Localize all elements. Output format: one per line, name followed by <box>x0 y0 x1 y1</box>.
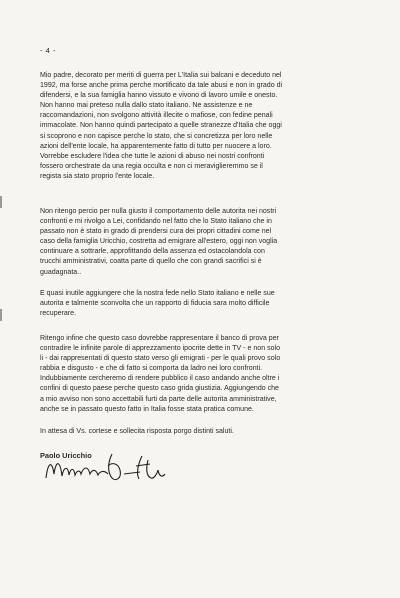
text-line: regista sia stato proprio l'ente locale. <box>40 172 155 180</box>
text-line: caso della famiglia Uricchio, costretta ad emigrare all'estero, oggi non voglia <box>40 238 278 246</box>
text-line: Ritengo infine che questo caso dovrebbe rappresentare il banco di prova per <box>40 335 279 342</box>
text-line: si scoprono e non capisce perche lo stato, che si concretizza per loro nelle <box>40 132 273 140</box>
text-line: fossero orchestrate da una regia occulta e non ci meraviglieremmo se il <box>40 162 263 170</box>
text-line: difendersi, e la sua famiglia hanno vissuto e vivono di lavoro umile e onesto. <box>40 92 278 100</box>
text-line: immacolate. Non hanno quindi partecipato a quelle stranezze d'Italia che oggi <box>40 122 282 130</box>
handwritten-signature <box>38 448 198 488</box>
text-line: confronti e mi rivolgo a Lei, confidando nel fatto che lo Stato italiano che in <box>40 218 272 226</box>
text-line: confini di questo paese perche questo caso grida giustizia. Aggiungendo che <box>40 385 279 393</box>
paragraph-father <box>40 71 362 182</box>
signature-name: Paolo Uricchio <box>40 451 92 460</box>
paragraph-conclusion <box>40 334 362 415</box>
paragraph-closing <box>40 427 362 437</box>
text-line: raccomandazioni, non svolgono attività illecite o mafiose, con fedine penali <box>40 112 273 120</box>
text-line: passato non è stato in grado di prendersi cura dei propri cittadini come nel <box>40 228 272 236</box>
text-line: autorita e talmente sconvolta che un rapporto di fiducia sara molto difficile <box>40 300 270 308</box>
text-line: Non ritengo percio per nulla giusto il comportamento delle autorita nei nostri <box>40 208 277 215</box>
signature-block <box>38 448 198 488</box>
margin-mark <box>0 196 2 208</box>
text-line: azioni dell'ente locale, ha apparentemente fatto di tutto per nuocere a loro. <box>40 142 272 150</box>
text-line: a mio avviso non sono accettabili furti da parte delle autorita amministrative, <box>40 395 277 403</box>
text-line: rabbia e disgusto - e che di fatto si comporta da ladro nei loro confronti. <box>40 365 263 373</box>
margin-mark <box>0 309 2 321</box>
paragraph-request <box>40 207 362 278</box>
text-line: Vorrebbe escludere l'idea che tutte le azioni di abuso nei nostri confronti <box>40 152 265 160</box>
paragraph-trust <box>40 289 362 319</box>
text-line: Mio padre, decorato per meriti di guerra per L'Italia sui balcani e deceduto nel <box>40 72 282 79</box>
text-line: 1992, ma forse anche prima perche mortificato da tale abusi e non in grado di <box>40 82 283 90</box>
page-number: - 4 - <box>40 46 57 55</box>
text-line: guadagnata.. <box>40 268 82 276</box>
text-line: Non hanno mai preteso nulla dallo stato italiano. Ne assistenze e ne <box>40 102 253 110</box>
text-line: trucchi amministrativi, coatta parte di quello che con grandi sacrifici si è <box>40 258 262 266</box>
text-line: recuperare. <box>40 310 77 318</box>
text-line: In attesa di Vs. cortese e sollecita risposta porgo distinti saluti. <box>40 428 234 435</box>
text-line: E quasi inutile aggiungere che la nostra fede nello Stato italiano e nelle sue <box>40 290 275 297</box>
text-line: continuare a sottrarle, approfittando della assenza ed ostacolandola con <box>40 248 265 256</box>
text-line: Indubbiamente cercheremo di rendere pubblico il caso andando anche oltre i <box>40 375 280 383</box>
text-line: anche se in passato questo fatto in Italia fosse stata pratica comune. <box>40 405 254 413</box>
text-line: contradire le infinite parole di apprezzamento ipocrite dette in TV - e non solo <box>40 345 280 353</box>
text-line: li - dai rappresentati di questo stato verso gli emigrati - per le quali provo solo <box>40 355 281 363</box>
